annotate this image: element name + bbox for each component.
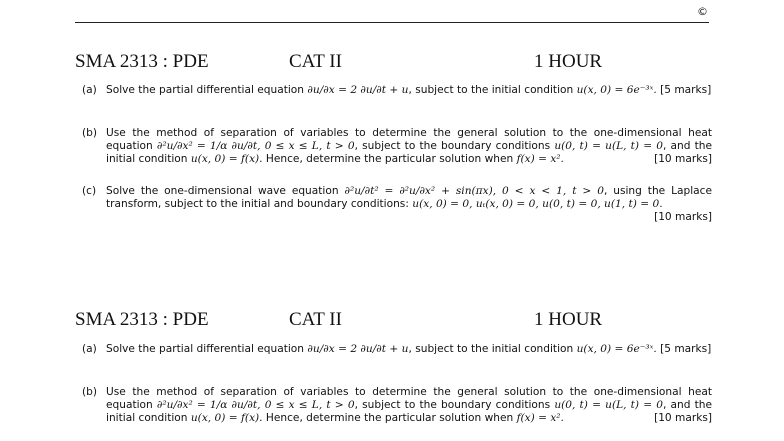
boundary-condition: u(0, t) = u(L, t) = 0: [554, 399, 663, 411]
initial-condition: u(x, 0) = f(x): [190, 153, 260, 165]
question-text: [106, 84, 712, 97]
marks-label: [10 marks]: [654, 211, 712, 223]
initial-condition: u(x, 0) = f(x): [190, 412, 260, 424]
marks-label: [5 marks]: [660, 343, 712, 355]
pde-equation: ∂u/∂x = 2 ∂u/∂t + u: [307, 84, 409, 96]
initial-condition: u(x, 0) = 6e⁻³ˣ.: [576, 343, 657, 355]
question-prose: Solve the one-dimensional wave equation: [106, 185, 339, 197]
question-prose: , subject to the boundary conditions: [354, 399, 551, 411]
duration: 1 HOUR: [534, 51, 603, 72]
question-prose: Use the method of separation of variables to determine the general solution to the one-dimensional heat equation: [106, 386, 712, 411]
question-text: [106, 386, 712, 425]
question-label: (b): [82, 386, 97, 398]
question-prose: , subject to the initial condition: [408, 84, 574, 96]
particular-condition: f(x) = x².: [516, 153, 564, 165]
copyright-mark: ©: [697, 5, 708, 18]
heat-equation: ∂²u/∂x² = 1/α ∂u/∂t, 0 ≤ x ≤ L, t > 0: [156, 140, 355, 152]
course-code: SMA 2313 : PDE: [75, 309, 209, 330]
question-a: [82, 343, 712, 356]
question-a: [82, 84, 712, 97]
marks-label: [10 marks]: [654, 412, 712, 424]
question-prose: , and the initial condition: [106, 399, 713, 424]
question-prose: Use the method of separation of variables to determine the general solution to the one-dimensional heat equation: [106, 127, 712, 152]
question-prose: , subject to the boundary conditions: [354, 140, 551, 152]
pde-equation: ∂u/∂x = 2 ∂u/∂t + u: [307, 343, 409, 355]
question-label: (c): [82, 185, 97, 197]
marks-label: [5 marks]: [660, 84, 712, 96]
question-text: [106, 127, 712, 166]
marks-label: [10 marks]: [654, 153, 712, 165]
question-c: [82, 185, 712, 224]
question-b: [82, 386, 712, 425]
question-b: [82, 127, 712, 166]
question-text: [106, 185, 712, 223]
question-prose: , subject to the initial condition: [408, 343, 574, 355]
question-prose: Solve the partial differential equation: [106, 84, 305, 96]
question-text: [106, 343, 712, 356]
assessment-title: CAT II: [289, 51, 342, 72]
heat-equation: ∂²u/∂x² = 1/α ∂u/∂t, 0 ≤ x ≤ L, t > 0: [156, 399, 355, 411]
question-prose: , and the initial condition: [106, 140, 713, 165]
question-label: (a): [82, 343, 97, 355]
boundary-condition: u(0, t) = u(L, t) = 0: [554, 140, 663, 152]
assessment-title: CAT II: [289, 309, 342, 330]
question-prose: Solve the partial differential equation: [106, 343, 305, 355]
wave-equation: ∂²u/∂t² = ∂²u/∂x² + sin(πx), 0 < x < 1, t > 0: [344, 185, 604, 197]
duration: 1 HOUR: [534, 309, 603, 330]
question-label: (b): [82, 127, 97, 139]
top-rule: [75, 22, 709, 23]
course-code: SMA 2313 : PDE: [75, 51, 209, 72]
particular-condition: f(x) = x².: [516, 412, 564, 424]
question-prose: , using the Laplace transform, subject to the initial and boundary conditions:: [106, 185, 712, 210]
initial-boundary-conditions: u(x, 0) = 0, uₜ(x, 0) = 0, u(0, t) = 0, u(1, t) = 0.: [412, 198, 663, 210]
question-prose: . Hence, determine the particular solution when: [259, 153, 514, 165]
question-prose: . Hence, determine the particular solution when: [259, 412, 514, 424]
cat-heading-1: [75, 51, 715, 75]
initial-condition: u(x, 0) = 6e⁻³ˣ.: [576, 84, 657, 96]
cat-heading-2: [75, 309, 715, 333]
question-label: (a): [82, 84, 97, 96]
